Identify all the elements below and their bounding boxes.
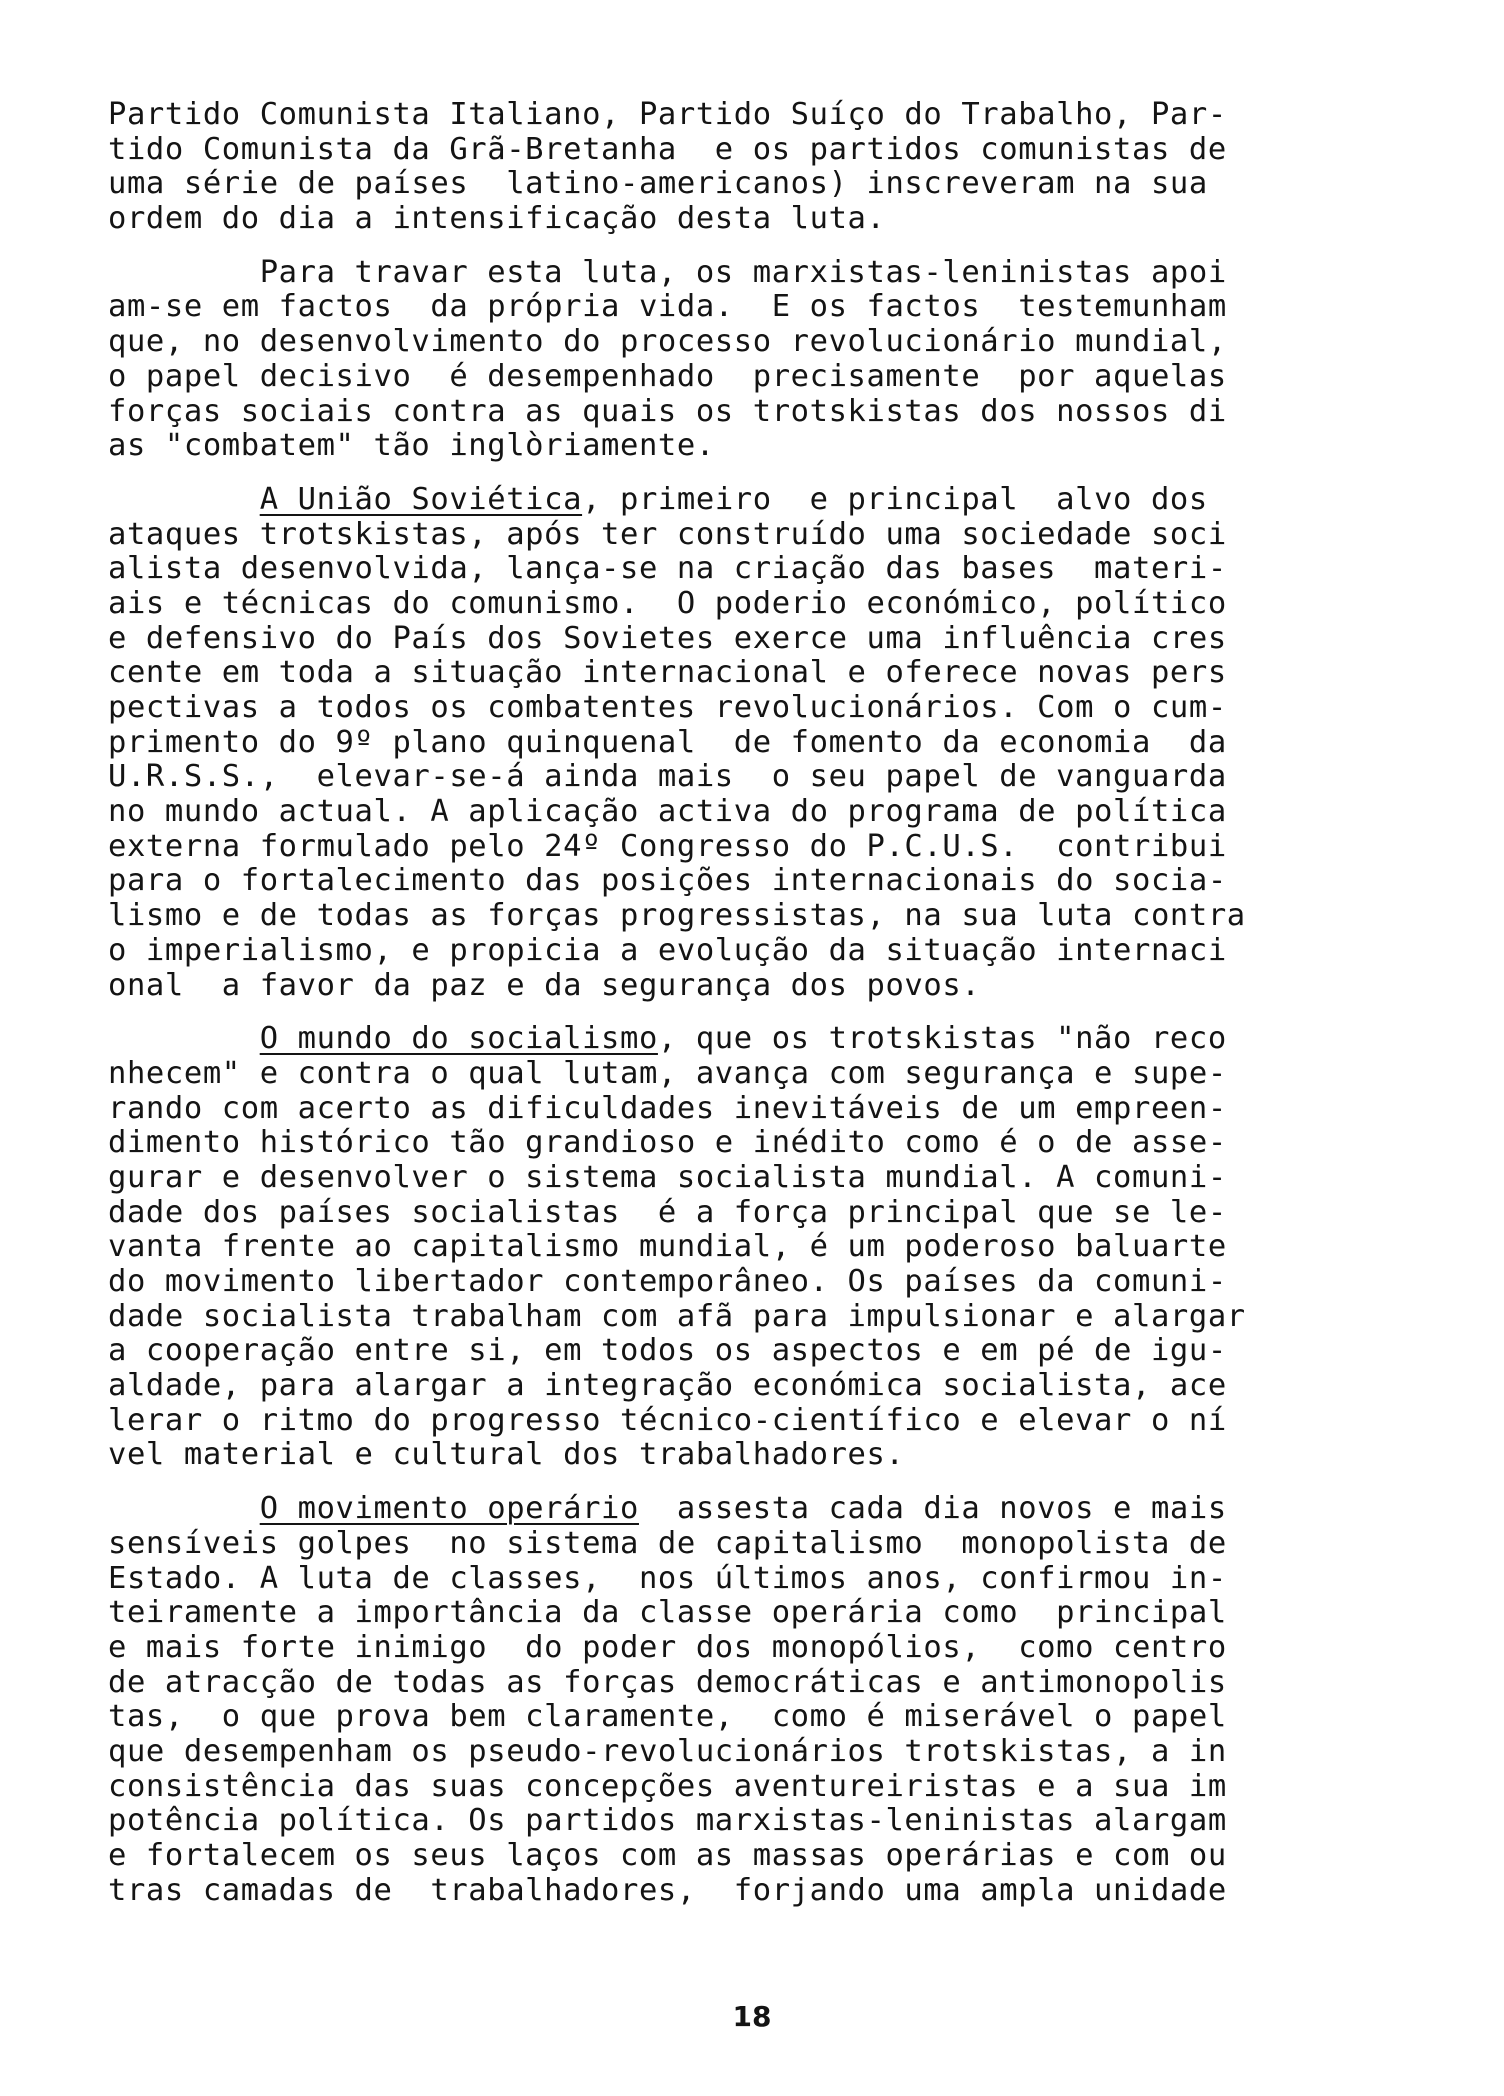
text-line: no mundo actual. A aplicação activa do programa de política: [108, 794, 1227, 830]
text-line: dade socialista trabalham com afã para impulsionar e alargar: [108, 1298, 1246, 1334]
text-line: tas, o que prova bem claramente, como é miserável o papel: [108, 1699, 1227, 1735]
text-line: Estado. A luta de classes, nos últimos anos, confirmou in-: [108, 1560, 1227, 1596]
paragraph-4: [108, 1022, 1376, 1473]
text-line: consistência das suas concepções aventureiristas e a sua im: [108, 1768, 1227, 1804]
text-line: lerar o ritmo do progresso técnico-científico e elevar o ní: [108, 1402, 1227, 1438]
text-line: potência política. Os partidos marxistas-leninistas alargam: [108, 1803, 1227, 1839]
underlined-heading: A União Soviética: [259, 481, 583, 517]
text-line: lismo e de todas as forças progressistas, na sua luta contra: [108, 898, 1246, 934]
text-line: dade dos países socialistas é a força principal que se le-: [108, 1194, 1227, 1230]
text-line: gurar e desenvolver o sistema socialista mundial. A comuni-: [108, 1159, 1227, 1195]
text-line: para o fortalecimento das posições internacionais do socia-: [108, 863, 1227, 899]
text-line: e defensivo do País dos Sovietes exerce uma influência cres: [108, 620, 1227, 656]
text-line: nhecem" e contra o qual lutam, avança com segurança e supe-: [108, 1055, 1227, 1091]
text-line: uma série de países latino-americanos) inscreveram na sua: [108, 166, 1208, 202]
text-line: U.R.S.S., elevar-se-á ainda mais o seu papel de vanguarda: [108, 759, 1227, 795]
text-line: primento do 9º plano quinquenal de fomento da economia da: [108, 724, 1227, 760]
text-line: a cooperação entre si, em todos os aspectos e em pé de igu-: [108, 1333, 1227, 1369]
text-line: ordem do dia a intensificação desta luta.: [108, 201, 886, 237]
paragraph-5: [108, 1492, 1376, 1908]
text-line: que desempenham os pseudo-revolucionários trotskistas, a in: [108, 1733, 1227, 1769]
text-line: o papel decisivo é desempenhado precisamente por aquelas: [108, 358, 1227, 394]
text-line: dimento histórico tão grandioso e inédito como é o de asse-: [108, 1125, 1227, 1161]
paragraph-1: [108, 98, 1376, 237]
text-line: ataques trotskistas, após ter construído uma sociedade soci: [108, 516, 1227, 552]
text-line: do movimento libertador contemporâneo. Os países da comuni-: [108, 1264, 1227, 1299]
text-line: tido Comunista da Grã-Bretanha e os partidos comunistas de: [108, 131, 1227, 167]
text-line: teiramente a importância da classe operária como principal: [108, 1595, 1227, 1631]
text-line: cente em toda a situação internacional e oferece novas pers: [108, 655, 1227, 691]
text-line: as "combatem" tão inglòriamente.: [108, 428, 715, 464]
text-line: e fortalecem os seus laços com as massas operárias e com ou: [108, 1838, 1227, 1873]
text-line: O mundo do socialismo, que os trotskistas "não reco: [259, 1021, 1227, 1057]
text-line: que, no desenvolvimento do processo revolucionário mundial,: [108, 324, 1227, 360]
paragraph-2: [108, 256, 1376, 464]
text-line: Para travar esta luta, os marxistas-leninistas apoi: [108, 254, 1227, 290]
text-line: am-se em factos da própria vida. E os factos testemunham: [108, 289, 1227, 325]
text-line: ais e técnicas do comunismo. O poderio económico, político: [108, 585, 1227, 621]
page-number: 18: [732, 2000, 772, 2033]
text-line: A União Soviética, primeiro e principal alvo dos: [259, 481, 1208, 517]
paragraph-3: [108, 483, 1376, 1003]
text-line: O movimento operário assesta cada dia novos e mais: [259, 1491, 1227, 1527]
text-line: onal a favor da paz e da segurança dos povos.: [108, 967, 981, 1003]
text-line: vanta frente ao capitalismo mundial, é um poderoso baluarte: [108, 1229, 1227, 1265]
text-line: Partido Comunista Italiano, Partido Suíço do Trabalho, Par-: [108, 97, 1227, 132]
text-line: de atracção de todas as forças democráticas e antimonopolis: [108, 1664, 1227, 1700]
underlined-heading: O mundo do socialismo: [259, 1021, 658, 1057]
text-line: tras camadas de trabalhadores, forjando uma ampla unidade: [108, 1872, 1227, 1908]
text-line: alista desenvolvida, lança-se na criação das bases materi-: [108, 551, 1227, 587]
text-line: externa formulado pelo 24º Congresso do P.C.U.S. contribui: [108, 828, 1227, 864]
text-line: o imperialismo, e propicia a evolução da situação internaci: [108, 932, 1227, 968]
text-line: sensíveis golpes no sistema de capitalismo monopolista de: [108, 1525, 1227, 1561]
text-line: rando com acerto as dificuldades inevitáveis de um empreen-: [108, 1090, 1227, 1126]
underlined-heading: O movimento operário: [259, 1491, 639, 1527]
text-line: aldade, para alargar a integração económica socialista, ace: [108, 1368, 1227, 1404]
body-text: [108, 98, 1376, 1908]
text-line: e mais forte inimigo do poder dos monopólios, como centro: [108, 1629, 1227, 1665]
text-line: forças sociais contra as quais os trotskistas dos nossos di: [108, 393, 1227, 429]
text-line: pectivas a todos os combatentes revolucionários. Com o cum-: [108, 690, 1227, 725]
text-line: vel material e cultural dos trabalhadores.: [108, 1437, 905, 1473]
